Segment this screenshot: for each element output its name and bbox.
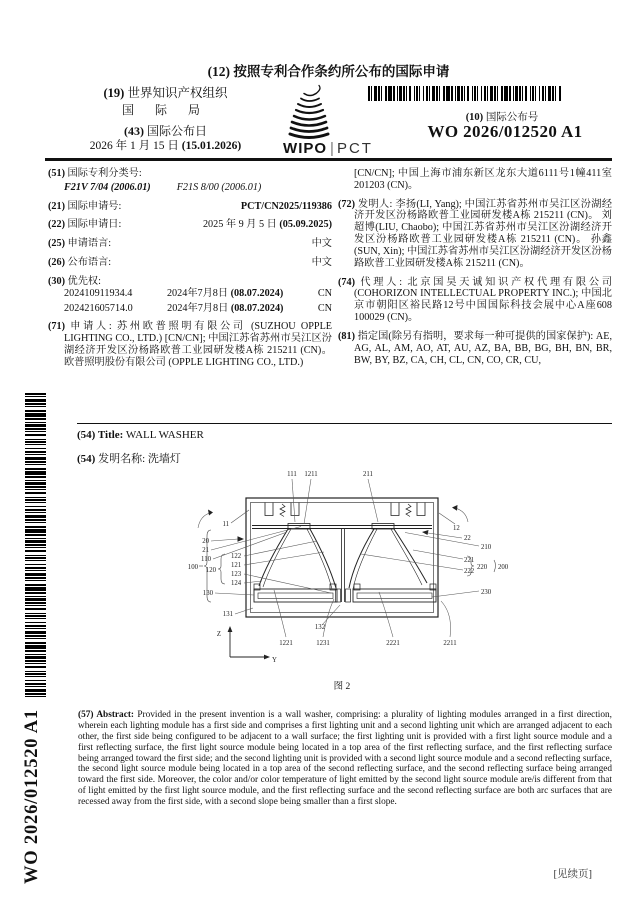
title-english-value: WALL WASHER [125, 429, 204, 441]
pub-date-value: 2026 年 1 月 15 日 (15.01.2026) [89, 139, 242, 152]
patent-figure [165, 462, 525, 707]
fig-ref-100: 100 [187, 564, 198, 571]
figure-caption: 图 2 [333, 682, 351, 692]
fig-ref-200: 200 [498, 564, 509, 571]
reflector-left-outer [259, 529, 288, 586]
fig-ref-124: 124 [231, 580, 242, 587]
priority-row: 202410911934.4 2024年7月8日 (08.07.2024) CN [64, 287, 332, 299]
fig-ref-230: 230 [481, 589, 492, 596]
field-designated-states: (81) 指定国(除另有指明，要求每一种可提供的国家保护): AE, AG, AL, AM, AO, AT, AU, AZ, BA, BB, BG, BH, BN, BR, BW, BY, BZ, CA, CH, CL, CN, CO, CR, CU, [338, 330, 613, 366]
fig-axis-z: Z [216, 631, 221, 638]
field-priority: (30) 优先权: 202410911934.4 2024年7月8日 (08.07.2024) CN 202421605714.0 2024年7月8日 (08.07.2024) CN [48, 275, 332, 314]
fig-ref-1221: 1221 [279, 640, 293, 647]
field-filing-language: (25) 申请语言: 中文 [48, 238, 332, 250]
org-name-line: (19) 世界知识产权组织 [103, 86, 228, 100]
header-divider [45, 158, 612, 161]
field-inventors: (72) 发明人: 李扬(LI, Yang); 中国江苏省苏州市吴江区汾湖经济开发区汾杨路欧普工业园研发楼A栋 215211 (CN)。 刘超博(LIU, Chaobo); 中国江苏省苏州市吴江区汾湖经济开发区汾杨路欧普工业园研发楼A栋 215211 (CN)。 孙鑫(SUN, Xin); 中国江苏省苏州市吴江区汾湖经济开发区汾杨路欧普工业园研发楼A栋 215211 (CN)。 [338, 198, 613, 269]
filing-date-value: 2025 年 9 月 5 日 (05.09.2025) [202, 219, 332, 231]
fig-ref-110: 110 [201, 556, 211, 563]
title-english: (54) Title: WALL WASHER [77, 429, 204, 441]
fig-ref-222: 222 [464, 568, 475, 575]
org-bureau-line: 国 际 局 [121, 102, 209, 117]
applicant-text: 苏州欧普照明有限公司 (SUZHOU OPPLE LIGHTING CO., LTD.) [CN/CN]; 中国江苏省苏州市吴江区汾湖经济开发区汾杨路欧普工业园研发楼A栋 215211 (CN)。 欧普照明股份有限公司 (OPPLE LIGHTING CO., LTD.) [64, 321, 333, 368]
filing-language-value: 中文 [311, 238, 332, 250]
document-type-heading: (12) 按照专利合作条约所公布的国际申请 [207, 64, 450, 79]
title-divider [77, 423, 612, 424]
bibliography-right-column [338, 168, 612, 373]
fig-ref-1211: 1211 [304, 471, 318, 478]
top-barcode [368, 86, 562, 101]
fig-ref-123: 123 [231, 571, 242, 578]
inventors-text: 李扬(LI, Yang); 中国江苏省苏州市吴江区汾湖经济开发区汾杨路欧普工业园研发楼A栋 215211 (CN)。 刘超博(LIU, Chaobo); 中国江苏省苏州市吴江区汾湖经济开发区汾杨路欧普工业园研发楼A栋 215211 (CN)。 孙鑫(SUN, Xin); 中国江苏省苏州市吴江区汾湖经济开发区汾杨路欧普工业园研发楼A栋 215211 (CN)。 [354, 198, 613, 269]
pub-number-label: (10) 国际公布号 [465, 112, 539, 123]
fig-ref-22: 22 [464, 535, 471, 542]
fig-ref-121: 121 [231, 562, 242, 569]
application-number-value: PCT/CN2025/119386 [240, 200, 332, 212]
fig-ref-21: 21 [202, 547, 209, 554]
fig-axis-y: Y [272, 657, 277, 664]
fig-ref-220: 220 [477, 564, 488, 571]
fig-ref-2221: 2221 [386, 640, 400, 647]
priority-row: 202421605714.0 2024年7月8日 (08.07.2024) CN [64, 302, 332, 314]
designated-states-text: 指定国(除另有指明，要求每一种可提供的国家保护): AE, AG, AL, AM, AO, AT, AU, AZ, BA, BB, BG, BH, BN, BR, BW, BY, BZ, CA, CH, CL, CN, CO, CR, CU, [354, 330, 613, 366]
field-filing-date: (22) 国际申请日: 2025 年 9 月 5 日 (05.09.2025) [48, 219, 332, 231]
fig-ref-221: 221 [464, 557, 475, 564]
fig-ref-131: 131 [222, 611, 233, 618]
fig-ref-20: 20 [202, 538, 209, 545]
applicant-continuation: [CN/CN]; 中国上海市浦东新区龙东大道6111号1幢411室 201203 (CN)。 [354, 168, 612, 191]
fig-ref-210: 210 [481, 544, 492, 551]
title-chinese-value: 洗墙灯 [147, 453, 181, 465]
reflector-right-outer [349, 529, 374, 588]
fig-ref-1231: 1231 [316, 640, 330, 647]
abstract-paragraph [78, 710, 612, 808]
fig-ref-130: 130 [202, 590, 213, 597]
wipo-pct-wordmark: WIPO | PCT [283, 140, 373, 157]
tray-right [353, 589, 436, 602]
field-ipc: (51) 国际专利分类号: F21V 7/04 (2006.01) F21S 8/00 (2006.01) [48, 168, 262, 193]
fig-ref-12: 12 [453, 525, 460, 532]
pub-date-label: (43) 国际公布日 [123, 123, 207, 138]
pub-number: WO 2026/012520 A1 [427, 122, 583, 141]
fig-ref-122: 122 [231, 553, 242, 560]
ipc-entry: F21S 8/00 (2006.01) [176, 181, 262, 193]
fig-ref-11: 11 [222, 521, 229, 528]
sidebar-pub-number: WO 2026/012520 A1 [22, 709, 42, 884]
side-barcode [25, 393, 46, 700]
field-application-number: (21) 国际申请号: PCT/CN2025/119386 [48, 200, 332, 212]
ipc-entry: F21V 7/04 (2006.01) [64, 181, 151, 193]
wipo-logo-icon [286, 84, 332, 140]
abstract-text: Provided in the present invention is a wall washer, comprising: a plurality of lighting modules arranged in a first direction, wherein each lighting module has a first side and comprises a first lighting unit and a second lighting unit which are arranged adjacent to each other, the first side being configured to be adjacent to a wall surface; the first lighting unit is provided with a first light source module and a first reflecting surface, the first light source module being located in a top area of the first reflecting surface, and the first reflecting surface being arranged toward the first side; and the second lighting unit is provided with a second light source module and a second reflecting surface, the second light source module being located in a top area of the second reflecting surface, and the second reflecting surface being arranged toward the first side. Moreover, the color and/or color temperature of light emitted by the second light source module are/is different from that of light emitted by the first light source module, and the first reflecting surface and the second reflecting surface are both arc surfaces that are recessed away from the first side, with a second slope being smaller than a first slope. [78, 710, 612, 807]
publication-language-value: 中文 [311, 257, 332, 269]
agent-text: 北京国昊天诚知识产权代理有限公司 (COHORIZON INTELLECTUAL PROPERTY INC.); 中国北京市朝阳区裕民路12号中国国际科技会展中心A座608 100029 (CN)。 [354, 276, 613, 324]
fig-ref-120: 120 [205, 567, 216, 574]
title-chinese: (54) 发明名称: 洗墙灯 [77, 453, 181, 465]
wipo-org-block [58, 86, 273, 153]
field-agent: (74) 代理人: 北京国昊天诚知识产权代理有限公司 (COHORIZON INTELLECTUAL PROPERTY INC.); 中国北京市朝阳区裕民路12号中国国际科技会展中心A座608 100029 (CN)。 [338, 276, 613, 324]
bibliography-left-column [48, 168, 332, 376]
field-publication-language: (26) 公布语言: 中文 [48, 257, 332, 269]
continuation-note: [见续页] [553, 869, 592, 880]
fig-ref-2211: 2211 [443, 640, 457, 647]
fig-ref-111: 111 [287, 471, 297, 478]
field-applicant: (71) 申请人: 苏州欧普照明有限公司 (SUZHOU OPPLE LIGHTING CO., LTD.) [CN/CN]; 中国江苏省苏州市吴江区汾湖经济开发区汾杨路欧普工业园研发楼A栋 215211 (CN)。 欧普照明股份有限公司 (OPPLE LIGHTING CO., LTD.) [48, 321, 333, 368]
tray-left [254, 589, 337, 602]
fig-ref-211: 211 [363, 471, 373, 478]
fig-ref-132: 132 [314, 624, 326, 631]
abstract-label: (57) Abstract: [78, 710, 135, 720]
